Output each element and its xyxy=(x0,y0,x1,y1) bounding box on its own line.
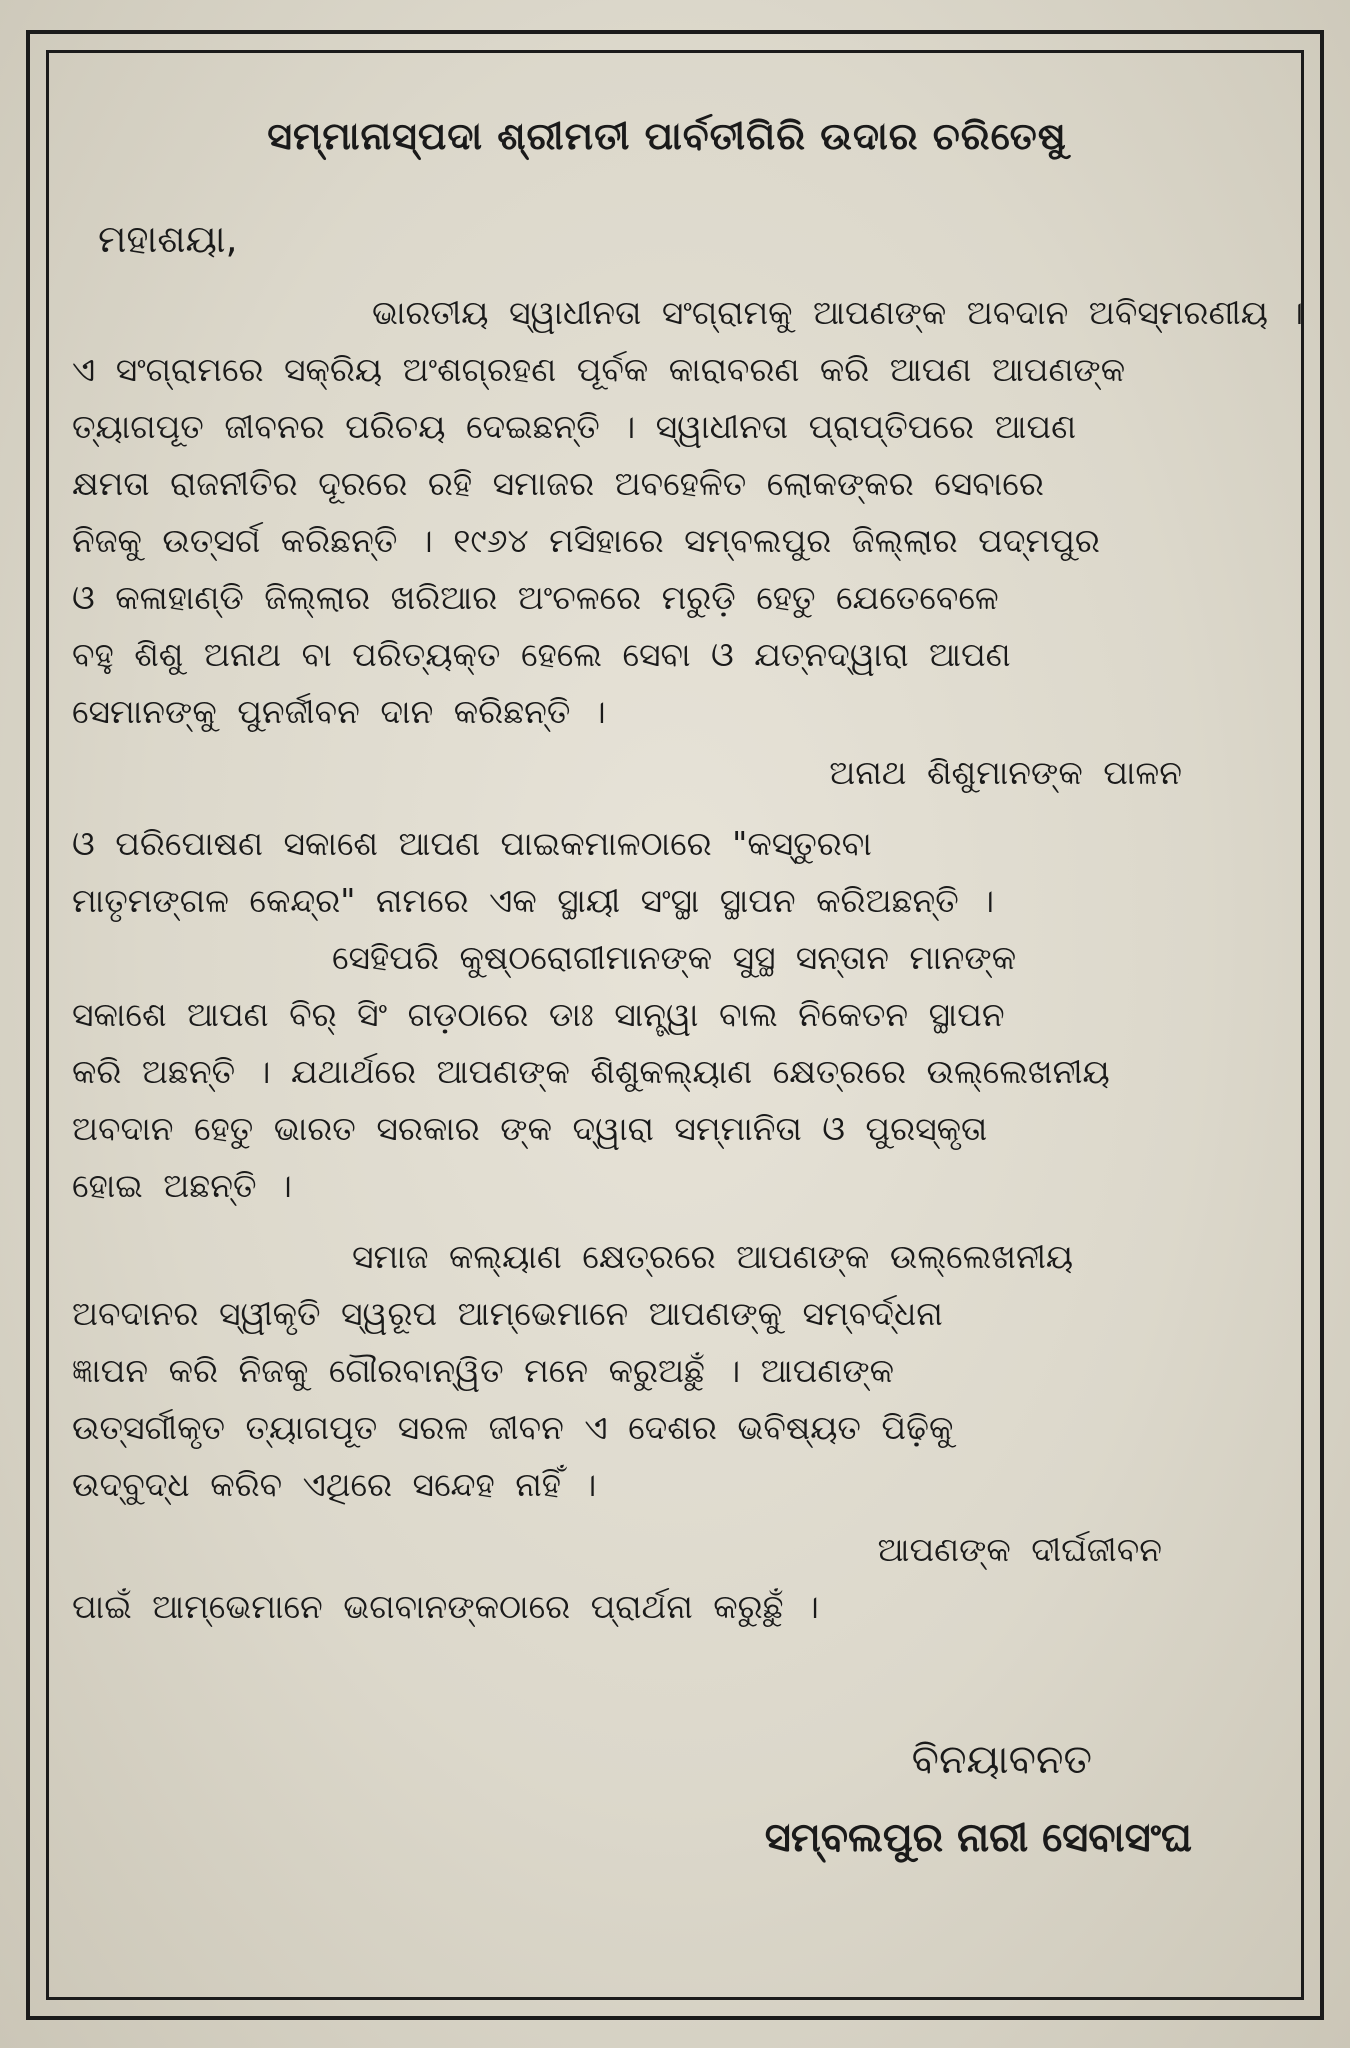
paragraph-line: ସେମାନଙ୍କୁ ପୁନର୍ଜୀବନ ଦାନ କରିଛନ୍ତି । xyxy=(72,692,606,731)
signoff-organization: ସମ୍ବଲପୁର ନାରୀ ସେବାସଂଘ xyxy=(764,1815,1192,1861)
closing xyxy=(72,1521,1282,1635)
paragraph-line: ଉତ୍ସର୍ଗୀକୃତ ତ୍ୟାଗପୂତ ସରଳ ଜୀବନ ଏ ଦେଶର ଭବିଷ୍ୟତ ପିଢ଼ିକୁ xyxy=(72,1408,954,1447)
paragraph-head: ସେହିପରି କୁଷ୍ଠରୋଗୀମାନଙ୍କ ସୁସ୍ଥ ସନ୍ତାନ ମାନଙ୍କ xyxy=(332,938,1017,977)
paragraph-line: ଓ ପରିପୋଷଣ ସକାଶେ ଆପଣ ପାଇକମାଳଠାରେ "କସ୍ତୁରବା xyxy=(72,824,872,863)
paragraph-line: ଜ୍ଞାପନ କରି ନିଜକୁ ଗୌରବାନ୍ୱିତ ମନେ କରୁଅଛୁଁ । ଆପଣଙ୍କ xyxy=(72,1351,895,1390)
paragraph-line: ମାତୃମଙ୍ଗଳ କେନ୍ଦ୍ର" ନାମରେ ଏକ ସ୍ଥାୟୀ ସଂସ୍ଥା ସ୍ଥାପନ କରିଅଛନ୍ତି । xyxy=(72,881,995,920)
paragraph-line: ଅବଦାନ ହେତୁ ଭାରତ ସରକାର ଙ୍କ ଦ୍ୱାରା ସମ୍ମାନିତା ଓ ପୁରସ୍କୃତା xyxy=(72,1109,988,1148)
letter-body xyxy=(72,100,1304,1980)
paragraph-head: ଅନାଥ ଶିଶୁମାନଙ୍କ ପାଳନ xyxy=(829,753,1182,792)
paragraph-4 xyxy=(72,1228,1282,1513)
paragraph-line: ସକାଶେ ଆପଣ ବିର୍ ସିଂ ଗଡ଼ଠାରେ ଡାଃ ସାନ୍ତ୍ୱା ବାଲ ନିକେତନ ସ୍ଥାପନ xyxy=(72,995,1005,1034)
paragraph-line: ଏ ସଂଗ୍ରାମରେ ସକ୍ରିୟ ଅଂଶଗ୍ରହଣ ପୂର୍ବକ କାରାବରଣ କରି ଆପଣ ଆପଣଙ୍କ xyxy=(72,350,1126,389)
salutation: ମହାଶୟା, xyxy=(98,217,238,261)
paragraph-line: ଅବଦାନର ସ୍ୱୀକୃତି ସ୍ୱରୂପ ଆମ୍ଭେମାନେ ଆପଣଙ୍କୁ ସମ୍ବର୍ଦ୍ଧନା xyxy=(72,1294,943,1333)
paragraph-head: ସମାଜ କଲ୍ୟାଣ କ୍ଷେତ୍ରରେ ଆପଣଙ୍କ ଉଲ୍ଲେଖନୀୟ xyxy=(352,1237,1074,1276)
paragraph-line: ଓ କଳାହାଣ୍ଡି ଜିଲ୍ଲାର ଖରିଆର ଅଂଚଳରେ ମରୁଡ଼ି ହେତୁ ଯେତେବେଳେ xyxy=(72,578,999,617)
paragraph-line: କରି ଅଛନ୍ତି । ଯଥାର୍ଥରେ ଆପଣଙ୍କ ଶିଶୁକଲ୍ୟାଣ କ୍ଷେତ୍ରରେ ଉଲ୍ଲେଖନୀୟ xyxy=(72,1052,1110,1091)
signoff xyxy=(765,1730,1192,1868)
paragraph-3 xyxy=(72,929,1282,1214)
paragraph-line: ବହୁ ଶିଶୁ ଅନାଥ ବା ପରିତ୍ୟକ୍ତ ହେଲେ ସେବା ଓ ଯତ୍ନଦ୍ୱାରା ଆପଣ xyxy=(72,635,1011,674)
paragraph-2 xyxy=(72,744,1282,929)
paragraph-line: କ୍ଷମତା ରାଜନୀତିର ଦୂରରେ ରହି ସମାଜର ଅବହେଳିତ ଲୋକଙ୍କର ସେବାରେ xyxy=(72,464,1044,503)
signoff-regards: ବିନୟାବନତ xyxy=(911,1737,1092,1783)
closing-head: ଆପଣଙ୍କ ଦୀର୍ଘଜୀବନ xyxy=(877,1530,1162,1569)
paragraph-line: ଉଦ୍‌ବୁଦ୍ଧ କରିବ ଏଥିରେ ସନ୍ଦେହ ନାହିଁ । xyxy=(72,1465,597,1504)
closing-line: ପାଇଁ ଆମ୍ଭେମାନେ ଭଗବାନଙ୍କଠାରେ ପ୍ରାର୍ଥନା କରୁଛୁଁ । xyxy=(72,1587,819,1626)
paragraph-line: ହୋଇ ଅଛନ୍ତି । xyxy=(72,1166,292,1205)
paragraph-line: ଭାରତୀୟ ସ୍ୱାଧୀନତା ସଂଗ୍ରାମକୁ ଆପଣଙ୍କ ଅବଦାନ ଅବିସ୍ମରଣୀୟ । xyxy=(372,293,1304,332)
paragraph-line: ତ୍ୟାଗପୂତ ଜୀବନର ପରିଚୟ ଦେଇଛନ୍ତି । ସ୍ୱାଧୀନତା ପ୍ରାପ୍ତିପରେ ଆପଣ xyxy=(72,407,1077,446)
letter-title: ସମ୍ମାନାସ୍ପଦା ଶ୍ରୀମତୀ ପାର୍ବତୀଗିରି ଉଦାର ଚରିତେଷୁ xyxy=(267,114,1067,158)
paragraph-1 xyxy=(72,284,1304,740)
paragraph-line: ନିଜକୁ ଉତ୍ସର୍ଗ କରିଛନ୍ତି । ୧୯୬୪ ମସିହାରେ ସମ୍ବଲପୁର ଜିଲ୍ଲାର ପଦ୍ମପୁର xyxy=(72,521,1100,560)
